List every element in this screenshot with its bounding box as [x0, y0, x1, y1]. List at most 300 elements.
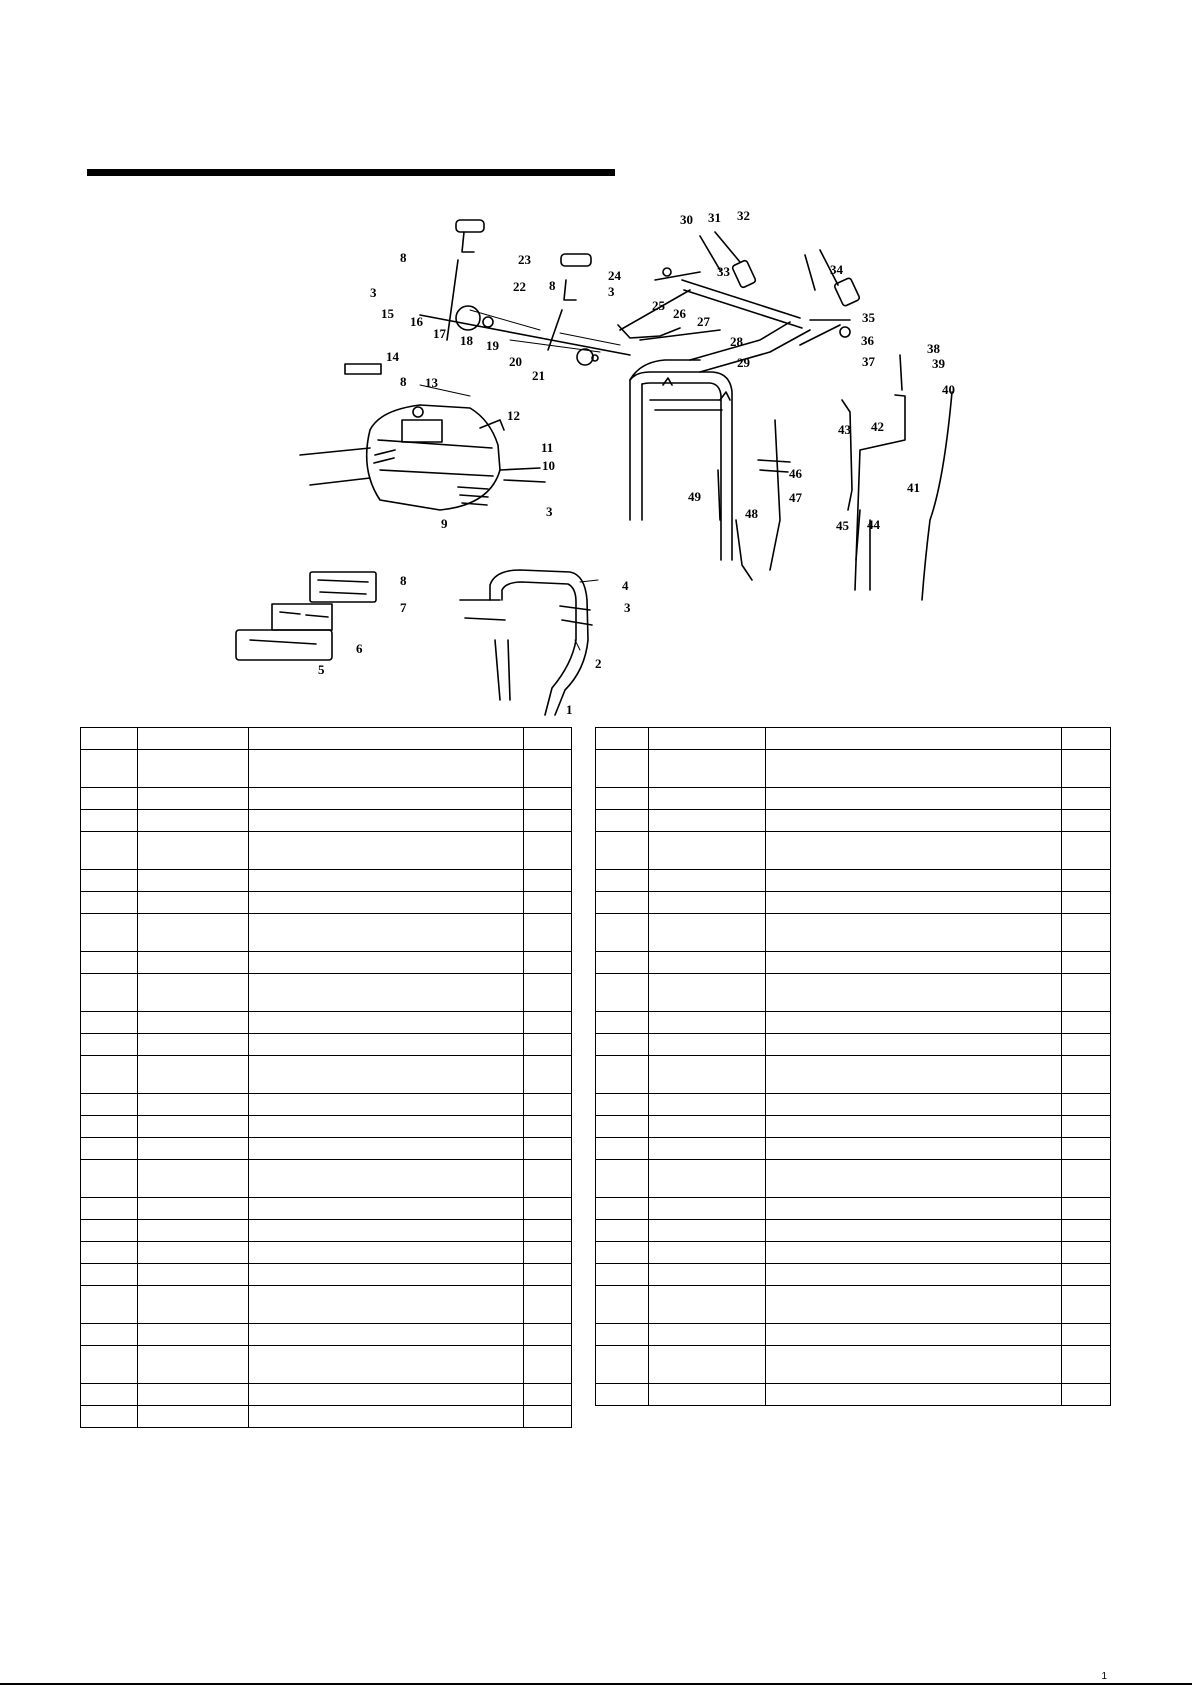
table-cell — [81, 1116, 138, 1138]
table-cell — [596, 1012, 649, 1034]
table-cell — [1062, 1384, 1111, 1406]
table-cell — [249, 1198, 524, 1220]
callout-15: 15 — [381, 306, 394, 321]
table-cell — [524, 788, 572, 810]
table-cell — [649, 810, 766, 832]
table-cell — [524, 1220, 572, 1242]
table-cell — [649, 728, 766, 750]
table-row — [81, 1242, 572, 1264]
table-cell — [524, 1264, 572, 1286]
callout-1: 1 — [566, 702, 573, 717]
table-cell — [81, 1406, 138, 1428]
callout-49: 49 — [688, 489, 701, 504]
callout-29: 29 — [737, 355, 750, 370]
table-row — [596, 810, 1111, 832]
table-cell — [138, 892, 249, 914]
table-cell — [766, 1012, 1062, 1034]
table-cell — [249, 1012, 524, 1034]
table-row — [81, 810, 572, 832]
table-cell — [649, 1384, 766, 1406]
table-row — [81, 788, 572, 810]
table-cell — [249, 1286, 524, 1324]
callout-3: 3 — [608, 284, 615, 299]
table-row — [81, 1324, 572, 1346]
callout-25: 25 — [652, 298, 665, 313]
table-cell — [649, 1286, 766, 1324]
table-cell — [81, 952, 138, 974]
table-cell — [138, 1094, 249, 1116]
table-cell — [1062, 1094, 1111, 1116]
table-cell — [249, 1094, 524, 1116]
table-cell — [81, 750, 138, 788]
table-cell — [81, 892, 138, 914]
table-cell — [138, 1346, 249, 1384]
table-cell — [524, 1012, 572, 1034]
table-cell — [596, 1324, 649, 1346]
callout-20: 20 — [509, 354, 522, 369]
table-cell — [524, 728, 572, 750]
table-row — [81, 1220, 572, 1242]
table-cell — [649, 1242, 766, 1264]
table-cell — [766, 1094, 1062, 1116]
callout-32: 32 — [737, 208, 750, 223]
table-cell — [766, 1242, 1062, 1264]
table-cell — [596, 1116, 649, 1138]
parts-table-right — [595, 727, 1111, 1406]
table-cell — [249, 1406, 524, 1428]
table-cell — [524, 1198, 572, 1220]
table-row — [596, 1264, 1111, 1286]
table-cell — [596, 1220, 649, 1242]
table-cell — [766, 1034, 1062, 1056]
table-cell — [766, 832, 1062, 870]
table-cell — [81, 810, 138, 832]
table-row — [596, 1094, 1111, 1116]
callout-45: 45 — [836, 518, 849, 533]
table-cell — [138, 974, 249, 1012]
table-cell — [766, 1220, 1062, 1242]
table-cell — [138, 914, 249, 952]
table-cell — [524, 1406, 572, 1428]
table-cell — [249, 1160, 524, 1198]
table-row — [81, 1198, 572, 1220]
table-cell — [524, 1138, 572, 1160]
table-cell — [524, 1286, 572, 1324]
table-row — [596, 1242, 1111, 1264]
table-row — [81, 892, 572, 914]
table-cell — [596, 974, 649, 1012]
table-row — [596, 1138, 1111, 1160]
table-cell — [766, 952, 1062, 974]
table-cell — [596, 1160, 649, 1198]
table-cell — [249, 1056, 524, 1094]
table-cell — [524, 952, 572, 974]
table-cell — [596, 810, 649, 832]
table-cell — [1062, 892, 1111, 914]
table-cell — [138, 1406, 249, 1428]
callout-35: 35 — [862, 310, 875, 325]
callout-31: 31 — [708, 210, 721, 225]
table-row — [596, 870, 1111, 892]
table-cell — [81, 1286, 138, 1324]
lower-handle — [460, 570, 592, 715]
table-cell — [138, 832, 249, 870]
table-cell — [1062, 750, 1111, 788]
table-cell — [766, 892, 1062, 914]
table-row — [81, 1264, 572, 1286]
table-cell — [138, 728, 249, 750]
table-cell — [1062, 1198, 1111, 1220]
table-cell — [649, 1324, 766, 1346]
table-cell — [81, 1324, 138, 1346]
table-cell — [524, 750, 572, 788]
callout-43: 43 — [838, 422, 851, 437]
table-cell — [249, 870, 524, 892]
callout-33: 33 — [717, 264, 730, 279]
table-cell — [249, 810, 524, 832]
table-cell — [766, 728, 1062, 750]
table-cell — [81, 1346, 138, 1384]
table-row — [596, 1220, 1111, 1242]
callout-3: 3 — [546, 504, 553, 519]
table-cell — [649, 870, 766, 892]
table-cell — [649, 1138, 766, 1160]
table-cell — [138, 1160, 249, 1198]
callout-39: 39 — [932, 356, 945, 371]
table-cell — [81, 1138, 138, 1160]
table-cell — [249, 1242, 524, 1264]
table-row — [81, 952, 572, 974]
table-row — [596, 1198, 1111, 1220]
callout-27: 27 — [697, 314, 710, 329]
table-row — [596, 1286, 1111, 1324]
callout-4: 4 — [622, 578, 629, 593]
table-cell — [524, 832, 572, 870]
table-cell — [1062, 1286, 1111, 1324]
table-cell — [249, 1346, 524, 1384]
table-cell — [766, 1138, 1062, 1160]
callout-19: 19 — [486, 338, 499, 353]
table-cell — [524, 870, 572, 892]
table-cell — [81, 1094, 138, 1116]
callout-28: 28 — [730, 334, 743, 349]
table-cell — [1062, 1264, 1111, 1286]
table-cell — [649, 750, 766, 788]
table-row — [596, 952, 1111, 974]
table-row — [81, 1012, 572, 1034]
callout-18: 18 — [460, 333, 473, 348]
table-cell — [249, 1116, 524, 1138]
table-cell — [1062, 1220, 1111, 1242]
table-cell — [138, 870, 249, 892]
table-row — [596, 914, 1111, 952]
table-row — [596, 750, 1111, 788]
table-cell — [1062, 1242, 1111, 1264]
table-cell — [524, 1034, 572, 1056]
table-cell — [1062, 1056, 1111, 1094]
callout-46: 46 — [789, 466, 802, 481]
table-cell — [138, 1220, 249, 1242]
table-cell — [649, 952, 766, 974]
table-cell — [596, 1384, 649, 1406]
table-cell — [524, 1384, 572, 1406]
callout-17: 17 — [433, 326, 446, 341]
table-cell — [1062, 728, 1111, 750]
table-cell — [1062, 1346, 1111, 1384]
table-cell — [649, 1264, 766, 1286]
table-cell — [249, 728, 524, 750]
table-cell — [766, 750, 1062, 788]
table-row — [81, 1116, 572, 1138]
table-row — [596, 974, 1111, 1012]
callout-5: 5 — [318, 662, 325, 677]
callout-38: 38 — [927, 341, 940, 356]
callout-8: 8 — [400, 573, 407, 588]
table-cell — [596, 750, 649, 788]
table-cell — [138, 1384, 249, 1406]
table-cell — [249, 750, 524, 788]
table-row — [596, 788, 1111, 810]
table-row — [81, 974, 572, 1012]
table-cell — [138, 952, 249, 974]
callout-13: 13 — [425, 375, 438, 390]
table-cell — [249, 1264, 524, 1286]
table-cell — [138, 1056, 249, 1094]
table-cell — [649, 1012, 766, 1034]
table-cell — [138, 788, 249, 810]
table-cell — [81, 1242, 138, 1264]
table-cell — [81, 1384, 138, 1406]
table-cell — [138, 1116, 249, 1138]
callout-23: 23 — [518, 252, 531, 267]
table-cell — [649, 1198, 766, 1220]
table-cell — [649, 1116, 766, 1138]
table-cell — [1062, 952, 1111, 974]
table-cell — [1062, 1138, 1111, 1160]
table-cell — [524, 1116, 572, 1138]
callout-26: 26 — [673, 306, 686, 321]
table-cell — [596, 1198, 649, 1220]
table-cell — [1062, 1160, 1111, 1198]
table-cell — [249, 892, 524, 914]
table-cell — [249, 1324, 524, 1346]
table-row — [81, 1384, 572, 1406]
table-cell — [649, 832, 766, 870]
table-row — [81, 750, 572, 788]
table-cell — [596, 914, 649, 952]
exploded-parts-diagram — [0, 0, 1192, 720]
table-cell — [138, 1012, 249, 1034]
table-cell — [138, 1138, 249, 1160]
table-cell — [524, 892, 572, 914]
table-row — [81, 1094, 572, 1116]
table-cell — [1062, 1324, 1111, 1346]
table-cell — [649, 892, 766, 914]
table-cell — [81, 788, 138, 810]
table-cell — [249, 788, 524, 810]
table-cell — [766, 914, 1062, 952]
table-cell — [249, 974, 524, 1012]
table-row — [596, 892, 1111, 914]
handle-frame — [618, 322, 810, 560]
table-cell — [596, 788, 649, 810]
table-cell — [138, 1324, 249, 1346]
table-row — [596, 1160, 1111, 1198]
table-cell — [596, 1034, 649, 1056]
cables — [718, 355, 952, 600]
table-row — [596, 1324, 1111, 1346]
table-cell — [249, 914, 524, 952]
callout-9: 9 — [441, 516, 448, 531]
table-cell — [766, 810, 1062, 832]
table-cell — [138, 1264, 249, 1286]
table-cell — [81, 832, 138, 870]
table-cell — [81, 1198, 138, 1220]
table-row — [81, 1286, 572, 1324]
table-cell — [649, 1220, 766, 1242]
callout-12: 12 — [507, 408, 520, 423]
callout-8: 8 — [400, 250, 407, 265]
callout-7: 7 — [400, 600, 407, 615]
table-cell — [596, 1138, 649, 1160]
callout-2: 2 — [595, 656, 602, 671]
table-cell — [766, 1264, 1062, 1286]
table-cell — [1062, 1116, 1111, 1138]
table-cell — [596, 832, 649, 870]
table-cell — [649, 1346, 766, 1384]
table-cell — [138, 810, 249, 832]
table-row — [81, 728, 572, 750]
callout-40: 40 — [942, 382, 955, 397]
table-cell — [649, 1094, 766, 1116]
table-row — [81, 1406, 572, 1428]
table-cell — [596, 870, 649, 892]
table-cell — [249, 1384, 524, 1406]
table-row — [81, 832, 572, 870]
table-cell — [524, 810, 572, 832]
table-cell — [138, 1286, 249, 1324]
callout-37: 37 — [862, 354, 875, 369]
table-row — [596, 728, 1111, 750]
callout-41: 41 — [907, 480, 920, 495]
table-cell — [81, 1264, 138, 1286]
table-row — [81, 1056, 572, 1094]
table-row — [81, 1346, 572, 1384]
linkage — [345, 220, 720, 374]
table-cell — [138, 1198, 249, 1220]
table-cell — [649, 1034, 766, 1056]
table-cell — [766, 974, 1062, 1012]
table-cell — [81, 1160, 138, 1198]
table-cell — [766, 1286, 1062, 1324]
table-cell — [81, 1012, 138, 1034]
table-cell — [766, 1324, 1062, 1346]
table-cell — [766, 1346, 1062, 1384]
table-cell — [1062, 974, 1111, 1012]
table-cell — [524, 1324, 572, 1346]
table-cell — [524, 1242, 572, 1264]
table-row — [596, 1116, 1111, 1138]
control-bar — [620, 232, 860, 345]
callout-47: 47 — [789, 490, 802, 505]
table-cell — [766, 1116, 1062, 1138]
callout-44: 44 — [867, 517, 880, 532]
table-cell — [249, 1034, 524, 1056]
table-cell — [596, 728, 649, 750]
table-row — [596, 1012, 1111, 1034]
table-cell — [649, 1056, 766, 1094]
table-cell — [81, 870, 138, 892]
callout-10: 10 — [542, 458, 555, 473]
callout-34: 34 — [830, 262, 843, 277]
baffle-assembly — [236, 572, 376, 660]
table-cell — [249, 1138, 524, 1160]
table-cell — [1062, 870, 1111, 892]
table-cell — [524, 1094, 572, 1116]
callout-8: 8 — [400, 374, 407, 389]
table-cell — [524, 974, 572, 1012]
table-cell — [249, 952, 524, 974]
table-cell — [766, 870, 1062, 892]
table-cell — [138, 750, 249, 788]
table-cell — [766, 1056, 1062, 1094]
table-row — [596, 1056, 1111, 1094]
table-cell — [1062, 810, 1111, 832]
table-cell — [249, 832, 524, 870]
table-cell — [1062, 914, 1111, 952]
table-row — [81, 870, 572, 892]
callout-16: 16 — [410, 314, 423, 329]
callout-11: 11 — [541, 440, 554, 455]
table-cell — [766, 1160, 1062, 1198]
callout-8: 8 — [549, 278, 556, 293]
table-cell — [766, 1384, 1062, 1406]
table-row — [81, 1034, 572, 1056]
table-cell — [649, 974, 766, 1012]
callout-14: 14 — [386, 349, 399, 364]
table-cell — [524, 1346, 572, 1384]
table-cell — [138, 1242, 249, 1264]
table-cell — [649, 914, 766, 952]
callout-3: 3 — [370, 285, 377, 300]
table-cell — [81, 728, 138, 750]
callout-48: 48 — [745, 506, 758, 521]
callout-21: 21 — [532, 368, 545, 383]
table-cell — [1062, 1012, 1111, 1034]
table-cell — [81, 914, 138, 952]
table-cell — [524, 1160, 572, 1198]
callout-6: 6 — [356, 641, 363, 656]
table-row — [596, 832, 1111, 870]
table-cell — [81, 1034, 138, 1056]
table-row — [596, 1384, 1111, 1406]
table-cell — [524, 1056, 572, 1094]
table-cell — [596, 1242, 649, 1264]
callout-36: 36 — [861, 333, 874, 348]
callout-42: 42 — [871, 419, 884, 434]
table-cell — [766, 788, 1062, 810]
table-row — [81, 914, 572, 952]
table-cell — [596, 1286, 649, 1324]
table-cell — [766, 1198, 1062, 1220]
table-cell — [524, 914, 572, 952]
callout-22: 22 — [513, 279, 526, 294]
page-mark: 1 — [1101, 1671, 1107, 1682]
table-cell — [1062, 788, 1111, 810]
table-cell — [596, 892, 649, 914]
table-cell — [649, 788, 766, 810]
table-cell — [596, 1346, 649, 1384]
